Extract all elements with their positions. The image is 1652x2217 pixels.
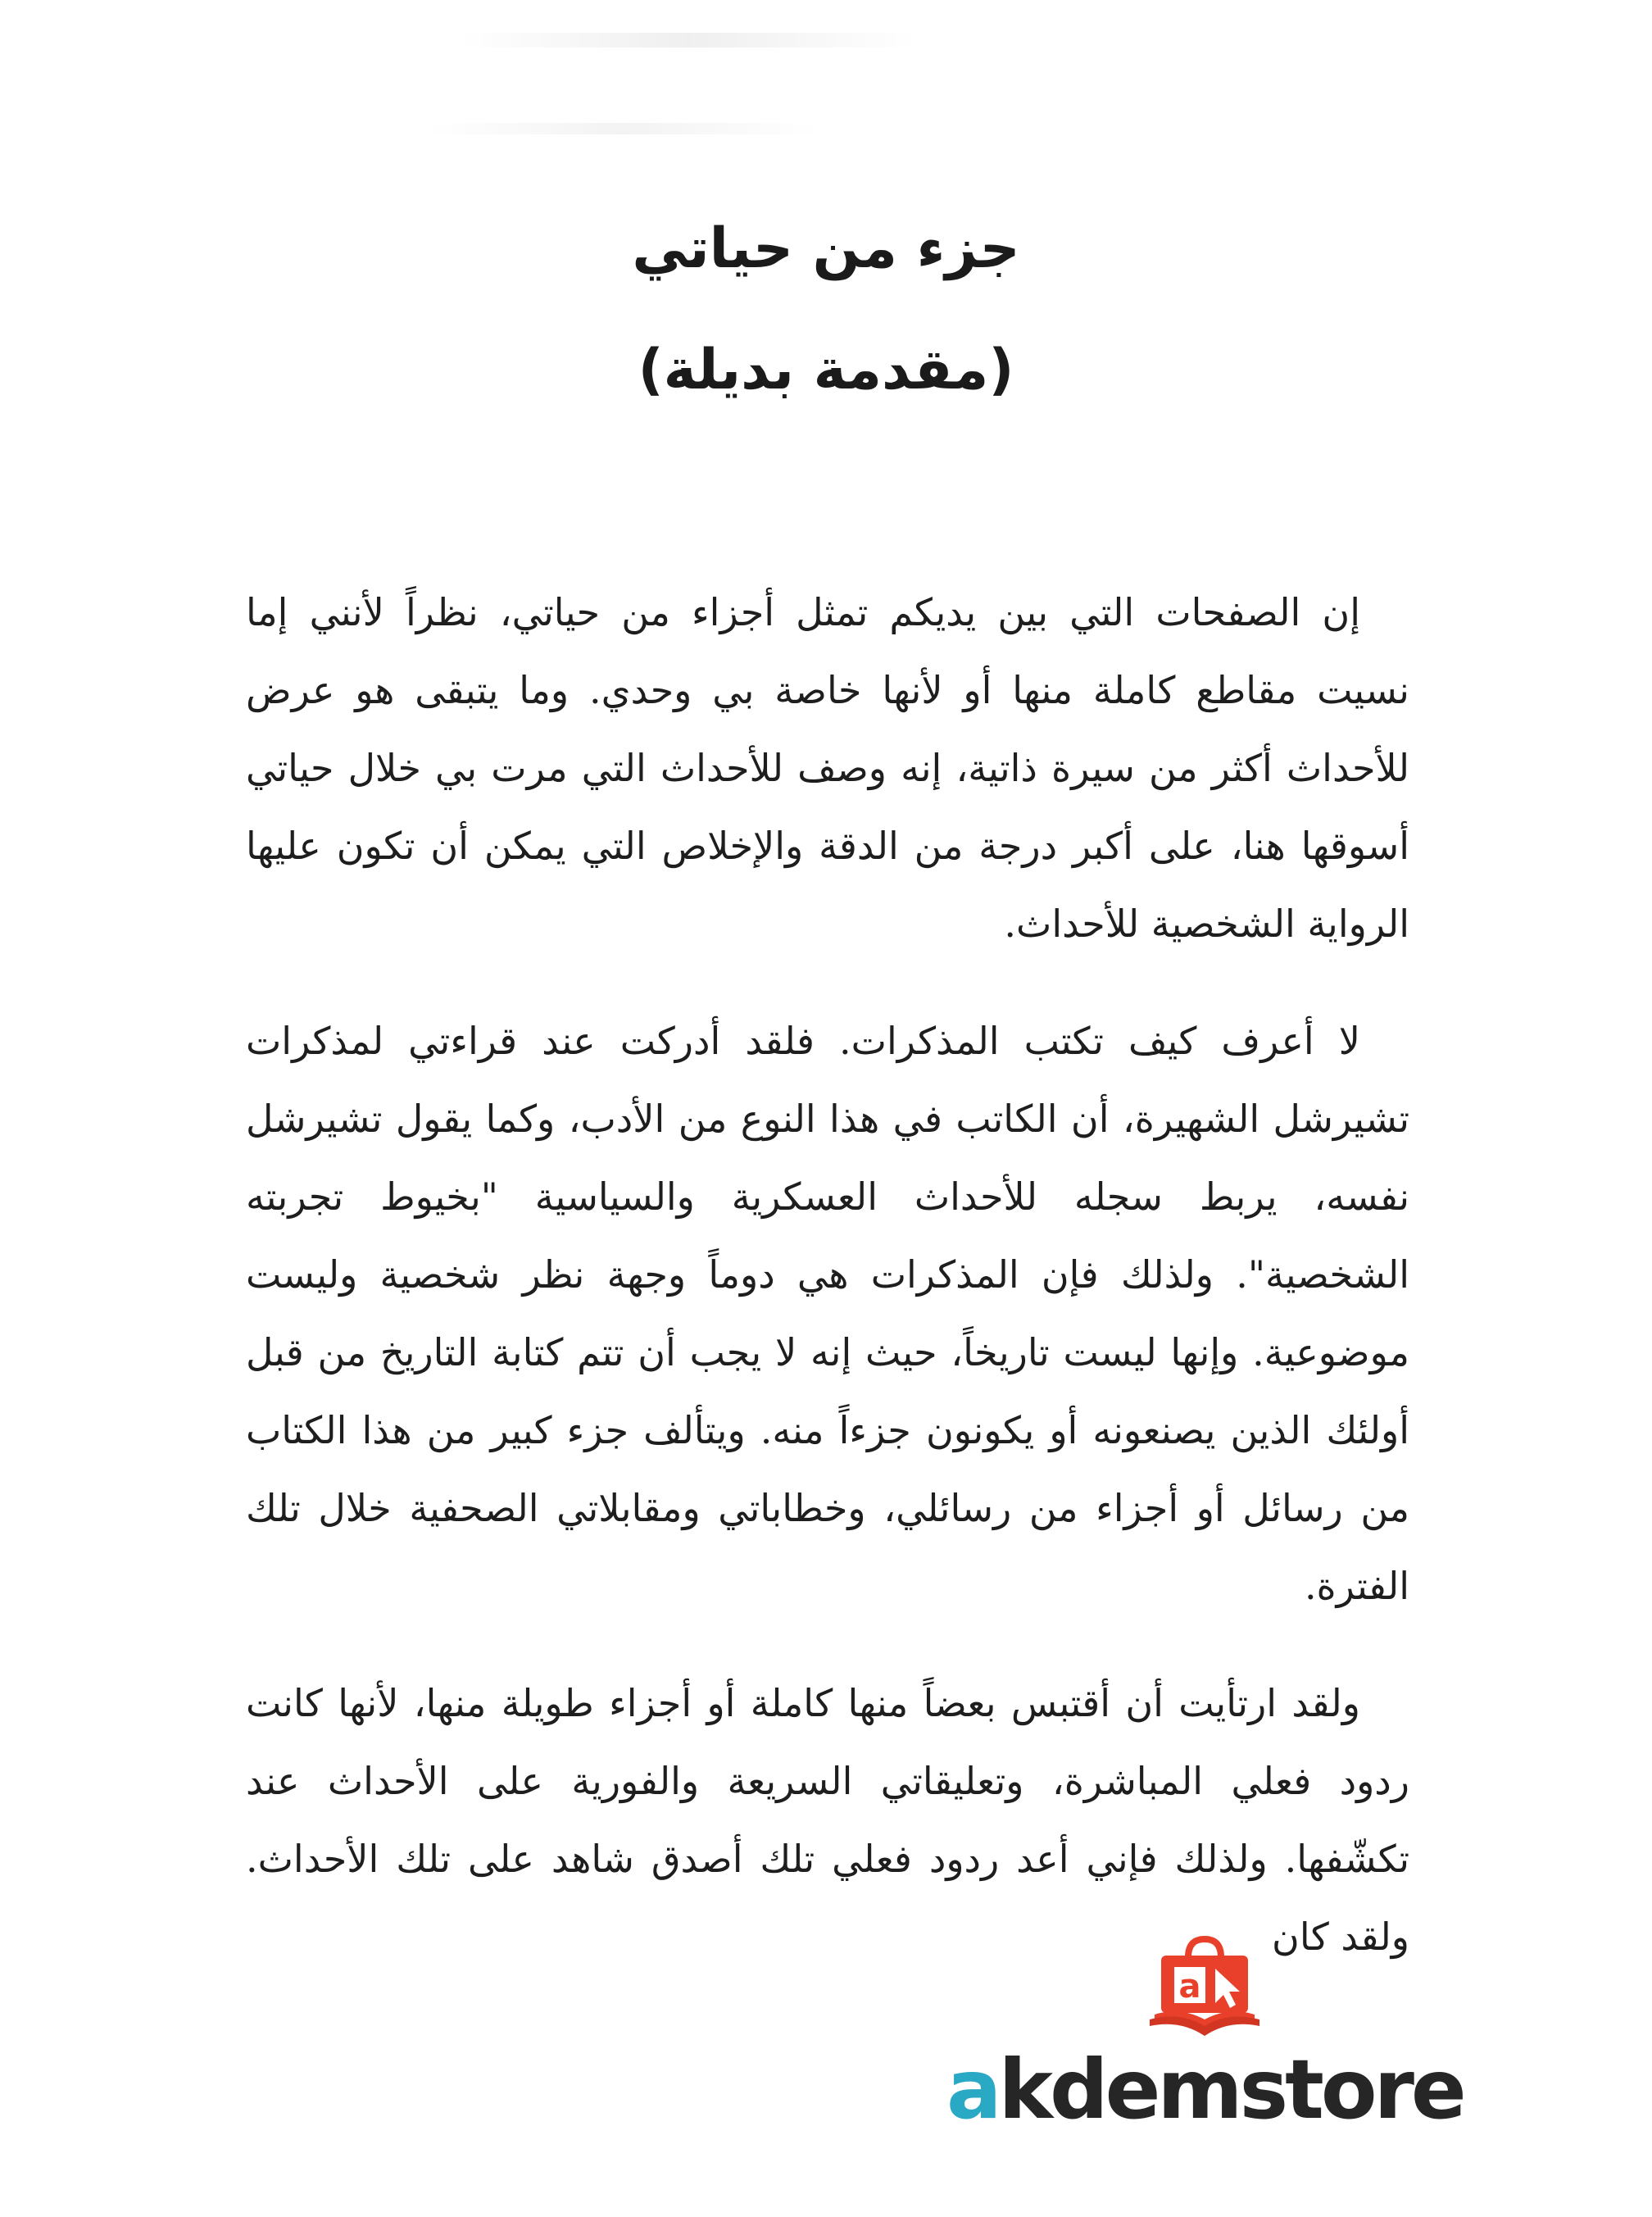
akdemstore-watermark-logo: [946, 1934, 1464, 2139]
open-book-shopping-bag-icon: [1143, 1934, 1266, 2049]
brand-wordmark: [946, 2042, 1464, 2137]
page-title: جزء من حياتي: [632, 216, 1020, 281]
faint-show-through-line-top: [459, 33, 918, 48]
faint-show-through-line-upper: [426, 123, 819, 134]
paragraph-1: إن الصفحات التي بين يديكم تمثل أجزاء من حياتي، نظراً لأنني إما نسيت مقاطع كاملة منها أو لأنها خاصة بي وحدي. وما يتبقى هو عرض للأحداث أكثر من سيرة ذاتية، إنه وصف للأحداث التي مرت بي خلال حياتي أسوقها هنا، على أكبر درجة من الدقة والإخلاص التي يمكن أن تكون عليها الرواية الشخصية للأحداث.: [246, 590, 1409, 946]
logo-icon-letter: a: [1178, 1968, 1201, 2006]
paragraph-3: ولقد ارتأيت أن أقتبس بعضاً منها كاملة أو أجزاء طويلة منها، لأنها كانت ردود فعلي المباشرة، وتعليقاتي السريعة والفورية على الأحداث عند تكشّفها. ولذلك فإني أعد ردود فعلي تلك أصدق شاهد على تلك الأحداث. ولقد كان: [246, 1681, 1409, 1959]
brand-first-letter: a: [946, 2042, 999, 2137]
body-text: [246, 574, 1409, 2015]
paragraph-2: لا أعرف كيف تكتب المذكرات. فلقد أدركت عند قراءتي لمذكرات تشيرشل الشهيرة، أن الكاتب في هذا النوع من الأدب، وكما يقول تشيرشل نفسه، يربط سجله للأحداث العسكرية والسياسية "بخيوط تجربته الشخصية". ولذلك فإن المذكرات هي دوماً وجهة نظر شخصية وليست موضوعية. وإنها ليست تاريخاً، حيث إنه لا يجب أن تتم كتابة التاريخ من قبل أولئك الذين يصنعونه أو يكونون جزءاً منه. ويتألف جزء كبير من هذا الكتاب من رسائل أو أجزاء من رسائلي، وخطاباتي ومقابلاتي الصحفية خلال تلك الفترة.: [246, 1019, 1410, 1608]
brand-rest-text: kdemstore: [998, 2042, 1464, 2137]
heading-block: [0, 216, 1652, 402]
page-subtitle: (مقدمة بديلة): [638, 338, 1014, 402]
